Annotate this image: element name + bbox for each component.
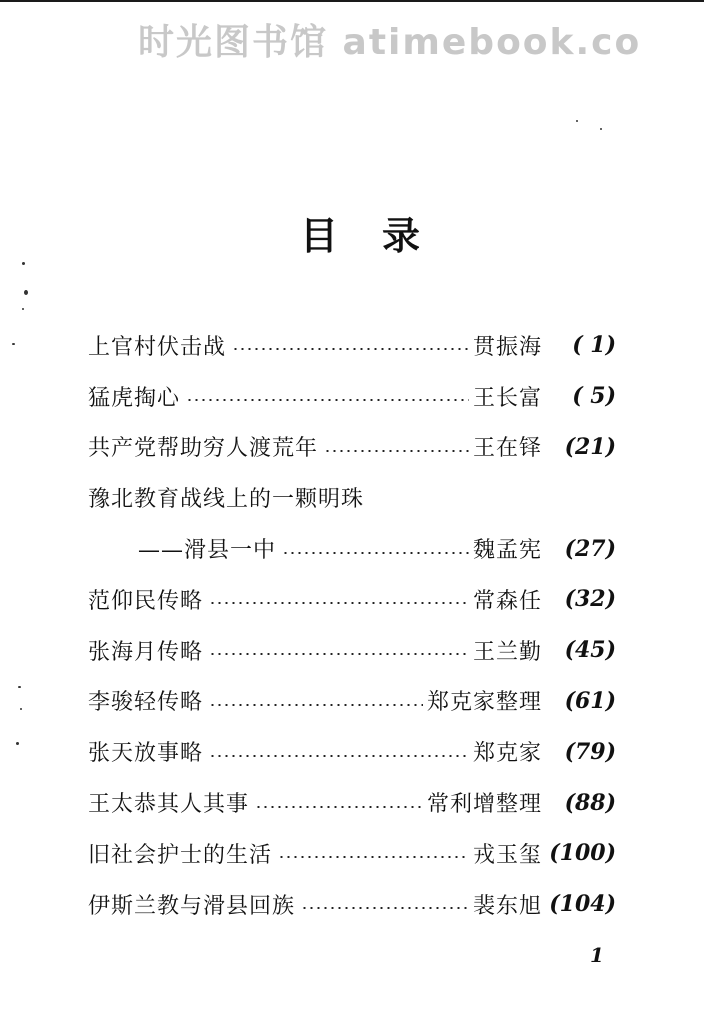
toc-entry[interactable]	[88, 676, 616, 727]
toc-entry[interactable]	[88, 828, 616, 879]
toc-entry-title: 上官村伏击战	[88, 334, 227, 360]
toc-entry[interactable]	[88, 574, 616, 625]
toc-entry-page: (45)	[564, 637, 616, 664]
toc-entry-page: (32)	[564, 586, 616, 613]
dot-leader	[209, 755, 469, 757]
toc-entry-page: (88)	[564, 789, 616, 816]
toc-entry-title: 伊斯兰教与滑县回族	[88, 893, 296, 919]
toc-entry-page: (27)	[564, 535, 616, 562]
toc-entry[interactable]	[88, 879, 616, 930]
dot-leader	[209, 653, 469, 655]
toc-entry-author: 王兰勤	[472, 639, 542, 665]
table-of-contents	[88, 320, 616, 930]
toc-entry[interactable]	[88, 726, 616, 777]
toc-entry[interactable]	[88, 625, 616, 676]
toc-entry-page: (61)	[564, 687, 616, 714]
toc-entry-title: 豫北教育战线上的一颗明珠	[88, 487, 365, 513]
dot-leader	[186, 399, 469, 401]
toc-entry-author: 郑克家整理	[426, 690, 542, 716]
dot-leader	[282, 552, 469, 554]
toc-entry-title: 李骏轻传略	[88, 690, 204, 716]
toc-entry-author: 魏孟宪	[472, 538, 542, 564]
toc-entry-author: 贯振海	[472, 334, 542, 360]
toc-entry-page: ( 1)	[572, 332, 616, 359]
page-title: 目录	[300, 213, 465, 258]
toc-entry-heading[interactable]	[88, 472, 616, 523]
toc-entry-page: (21)	[564, 433, 616, 460]
dot-leader	[209, 602, 469, 604]
dot-leader	[209, 704, 423, 706]
toc-entry-page: ( 5)	[572, 383, 616, 410]
top-border-line	[0, 0, 704, 2]
toc-entry-author: 常森任	[472, 588, 542, 614]
toc-entry-page: (104)	[549, 891, 616, 918]
toc-entry-title: 旧社会护士的生活	[88, 842, 273, 868]
dot-leader	[301, 907, 469, 909]
watermark-text: 时光图书馆 atimebook.co	[138, 22, 642, 63]
dot-leader	[255, 806, 423, 808]
dot-leader	[324, 450, 469, 452]
dot-leader	[232, 348, 469, 350]
toc-entry-author: 王在铎	[472, 436, 542, 462]
toc-entry[interactable]	[88, 422, 616, 473]
toc-entry-page: (79)	[564, 738, 616, 765]
toc-entry-title: 猛虎掏心	[88, 385, 181, 411]
toc-entry-subtitle[interactable]	[88, 523, 616, 574]
toc-entry[interactable]	[88, 371, 616, 422]
toc-entry[interactable]	[88, 777, 616, 828]
toc-entry-page: (100)	[549, 840, 616, 867]
toc-entry-author: 常利增整理	[426, 792, 542, 818]
toc-entry-author: 王长富	[472, 385, 542, 411]
toc-entry-title: 王太恭其人其事	[88, 792, 250, 818]
toc-entry-title: 范仰民传略	[88, 588, 204, 614]
toc-entry[interactable]	[88, 320, 616, 371]
toc-entry-author: 裴东旭	[472, 893, 542, 919]
toc-entry-author: 郑克家	[472, 741, 542, 767]
toc-entry-title: 张天放事略	[88, 741, 204, 767]
toc-entry-title: 张海月传略	[88, 639, 204, 665]
toc-entry-title: 共产党帮助穷人渡荒年	[88, 436, 319, 462]
toc-entry-title: ——滑县一中	[138, 538, 277, 564]
dot-leader	[278, 856, 469, 858]
page-number: 1	[590, 943, 604, 967]
toc-entry-author: 戎玉玺	[472, 842, 542, 868]
